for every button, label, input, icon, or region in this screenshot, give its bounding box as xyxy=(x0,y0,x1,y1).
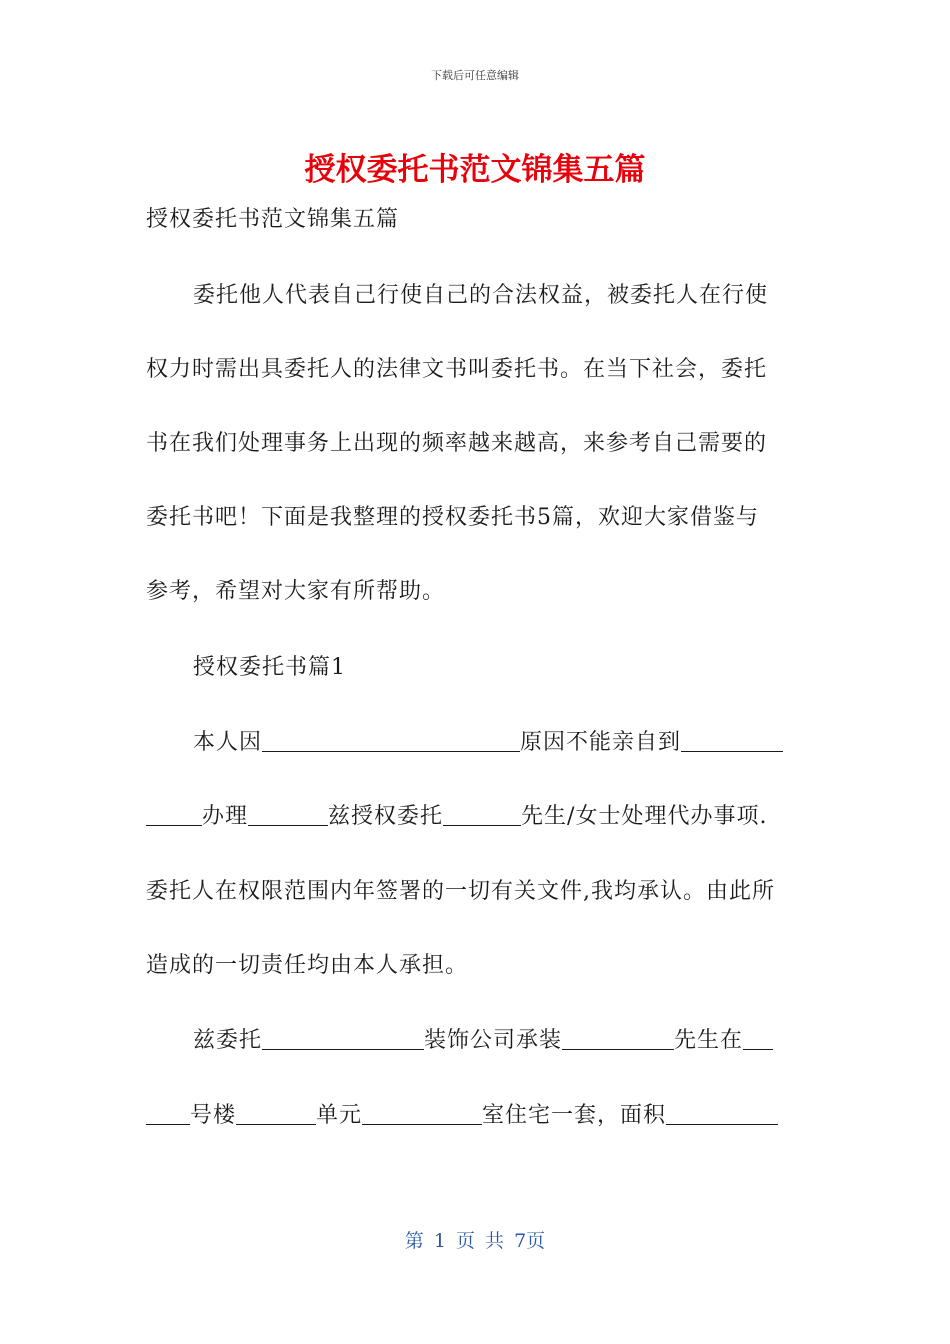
para1-text: 原因不能亲自到 xyxy=(520,730,682,755)
header-note: 下载后可任意编辑 xyxy=(431,69,519,82)
blank-field xyxy=(681,729,783,752)
para1-text: 办理 xyxy=(202,804,249,829)
blank-field xyxy=(666,1102,778,1125)
document-title: 授权委托书范文锦集五篇 xyxy=(304,152,646,188)
para2-text: 装饰公司承装 xyxy=(424,1028,563,1053)
blank-field xyxy=(562,1027,674,1050)
para1-line-4: 造成的一切责任均由本人承担。 xyxy=(146,953,469,978)
blank-field xyxy=(248,803,328,826)
footer-prefix: 第 xyxy=(404,1230,424,1252)
document-subtitle: 授权委托书范文锦集五篇 xyxy=(146,207,400,232)
blank-field xyxy=(236,1102,316,1125)
para1-text: 本人因 xyxy=(193,730,263,755)
page-footer xyxy=(0,1226,950,1253)
para1-line-2 xyxy=(146,802,806,832)
blank-field xyxy=(743,1027,773,1050)
para2-line-1 xyxy=(193,1026,853,1056)
para2-text: 室住宅一套，面积 xyxy=(482,1103,667,1128)
footer-total: 7页 xyxy=(514,1230,546,1252)
para2-text: 号楼 xyxy=(190,1103,237,1128)
blank-field xyxy=(146,803,202,826)
para1-line-3: 委托人在权限范围内年签署的一切有关文件,我均承认。由此所 xyxy=(146,879,775,904)
blank-field xyxy=(262,729,520,752)
para2-text: 兹委托 xyxy=(193,1028,263,1053)
para2-text: 单元 xyxy=(316,1103,363,1128)
intro-line-2: 权力时需出具委托人的法律文书叫委托书。在当下社会，委托 xyxy=(146,357,768,382)
para1-text: 兹授权委托 xyxy=(328,804,444,829)
section-heading: 授权委托书篇1 xyxy=(193,655,346,680)
para2-text: 先生在 xyxy=(674,1028,744,1053)
intro-line-1: 委托他人代表自己行使自己的合法权益，被委托人在行使 xyxy=(193,283,769,308)
blank-field xyxy=(362,1102,482,1125)
footer-mid: 页 共 xyxy=(456,1230,505,1252)
para2-line-2 xyxy=(146,1101,806,1131)
blank-field xyxy=(443,803,521,826)
intro-line-5: 参考，希望对大家有所帮助。 xyxy=(146,579,446,604)
blank-field xyxy=(262,1027,424,1050)
para1-text: 先生/女士处理代办事项. xyxy=(521,804,768,829)
para1-line-1 xyxy=(193,728,853,758)
blank-field xyxy=(146,1102,190,1125)
footer-page-number: 1 xyxy=(433,1230,446,1252)
intro-line-4: 委托书吧！下面是我整理的授权委托书5篇，欢迎大家借鉴与 xyxy=(146,505,759,530)
intro-line-3: 书在我们处理事务上出现的频率越来越高，来参考自己需要的 xyxy=(146,431,768,456)
